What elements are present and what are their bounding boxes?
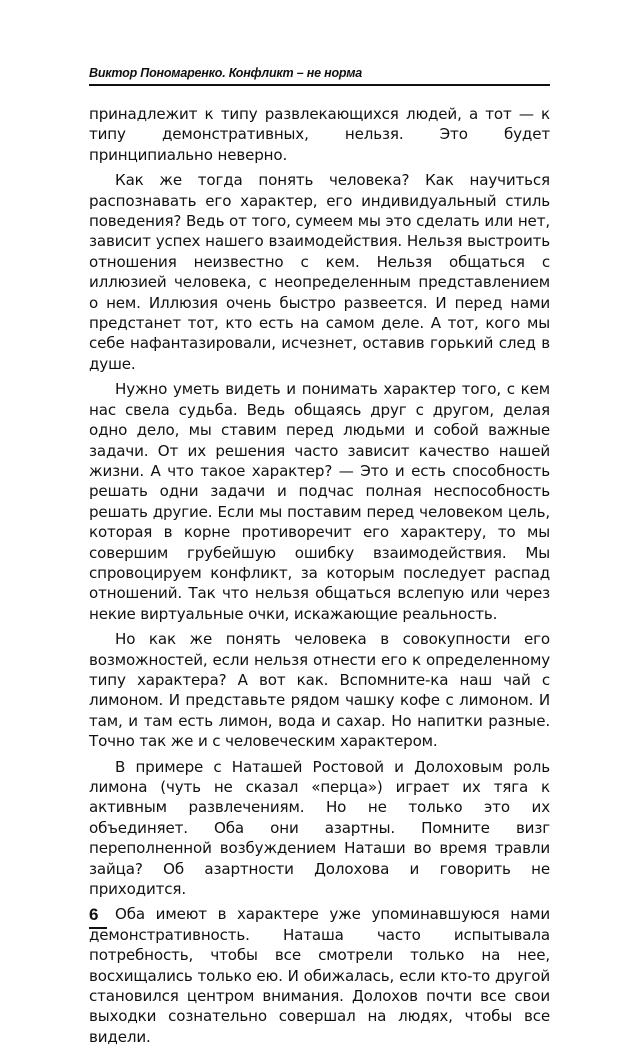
paragraph: В примере с Наташей Ростовой и Долоховым роль лимона (чуть не сказал «перца») играет их тяга к активным развлечениям. Но не только это их объединяет. Оба они азартны. Помните визг переполненной возбуждением Наташи во время травли зайца? Об азартности Долохова и говорить не приходится. — [89, 757, 550, 899]
paragraph: Нужно уметь видеть и понимать характер того, с кем нас свела судьба. Ведь общаясь друг с другом, делая одно дело, мы ставим перед людьми и собой важные задачи. От их решения часто зависит качество нашей жизни. А что такое характер? — Это и есть способность решать одни задачи и подчас полная неспособность решать другие. Если мы поставим перед человеком цель, которая в корне противоречит его характеру, то мы совершим грубейшую ошибку взаимодействия. Мы спровоцируем конфликт, за которым последует распад отношений. Так что нельзя общаться вслепую или через некие виртуальные очки, искажающие реальность. — [89, 380, 550, 623]
body-text — [89, 104, 550, 1047]
running-header — [89, 64, 550, 86]
page-number: 6 — [89, 905, 99, 924]
page-number-block — [89, 904, 111, 929]
paragraph: принадлежит к типу развлекающихся людей, а тот — к типу демонстративных, нельзя. Это будет принципиально неверно. — [89, 105, 550, 164]
page-number-rule — [89, 927, 107, 929]
paragraph: Оба имеют в характере уже упоминавшуюся нами демонстративность. Наташа часто испытывала потребность, чтобы все смотрели только на нее, восхищались только ею. И обижалась, если кто-то другой становился центром внимания. Долохов почти все свои выходки сознательно совершал на людях, чтобы все видели. — [89, 905, 550, 1046]
paragraph: Как же тогда понять человека? Как научиться распознавать его характер, его индивидуальный стиль поведения? Ведь от того, сумеем мы это сделать или нет, зависит успех нашего взаимодействия. Нельзя выстроить отношения неизвестно с кем. Нельзя общаться с иллюзией человека, с неопределенным представлением о нем. Иллюзия очень быстро развеется. И перед нами предстанет тот, кто есть на самом деле. А тот, кого мы себе нафантазировали, исчезнет, оставив горький след в душе. — [89, 171, 550, 373]
paragraph: Но как же понять человека в совокупности его возможностей, если нельзя отнести его к определенному типу характера? А вот как. Вспомните-ка наш чай с лимоном. И представьте рядом чашку кофе с лимоном. И там, и там есть лимон, вода и сахар. Но напитки разные. Точно так же и с человеческим характером. — [89, 630, 550, 751]
header-rule — [89, 84, 550, 86]
running-title: Виктор Пономаренко. Конфликт – не норма — [89, 66, 362, 80]
